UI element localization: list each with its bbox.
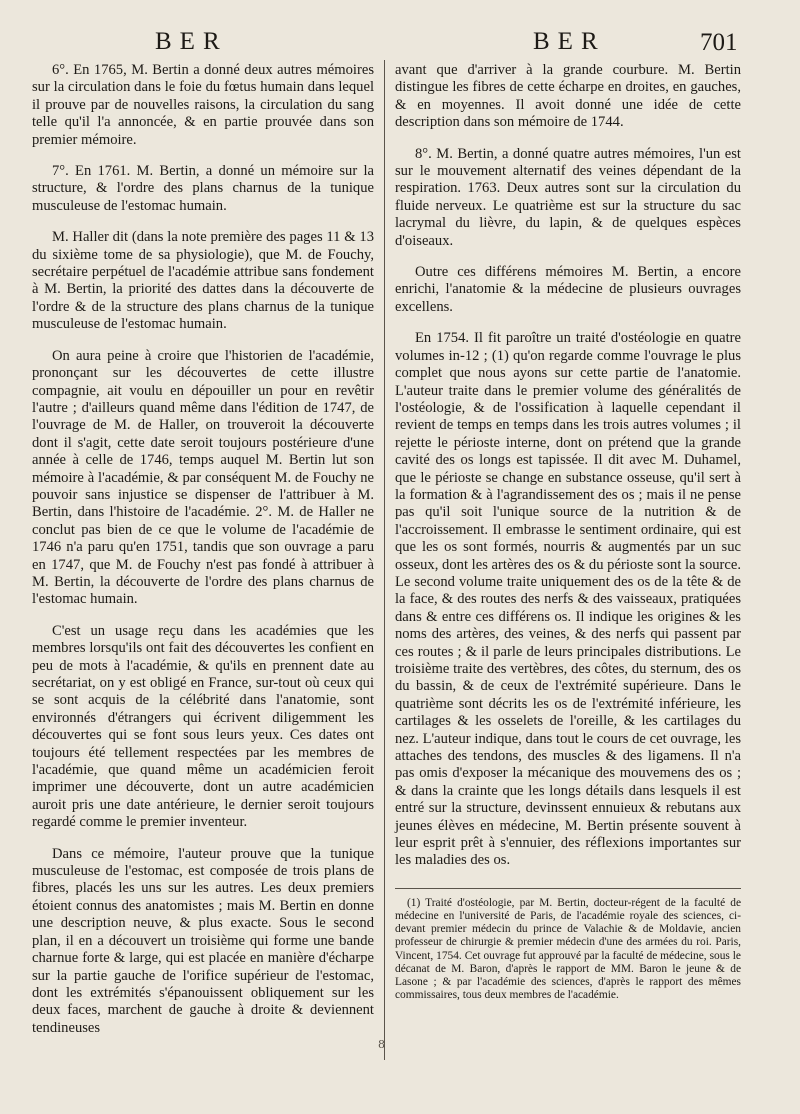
left-column (32, 62, 374, 1051)
paragraph: C'est un usage reçu dans les académies que les membres lorsqu'ils ont fait des découvertes les confient en peu de mots à l'académie, & qu'ils en prennent date au secrétariat, on y est obligé en France, sur-tout où ceux qui se sont acquis de la célébrité dans l'anatomie, sont environnés d'étrangers qui écrivent diligemment les découvertes qui se font sous leurs yeux. Ces dates ont toujours été tellement respectées par les membres de l'académie, que quand même un académicien feroit imprimer une découverte, dont un autre académicien auroit pris une date antérieure, le dernier seroit toujours regardé comme le premier inventeur. (32, 622, 374, 831)
running-header (0, 28, 800, 58)
margin-mark: 8 (378, 1038, 385, 1051)
footnote-text: (1) Traité d'ostéologie, par M. Bertin, docteur-régent de la faculté de médecine en l'université de Paris, de l'académie royale des sciences, ci-devant premier médecin du prince de Valachie & de Moldavie, ancien professeur de chirurgie & premier médecin d'une des armées du roi. Paris, Vincent, 1754. Cet ouvrage fut approuvé par la faculté de médecine, sous le décanat de M. Baron, d'après le rapport de MM. Baron le jeune & de Lasone ; & par l'académie des sciences, d'après le rapport des mêmes commissaires, tous deux membres de l'académie. (395, 896, 741, 1002)
footnote (395, 888, 741, 1003)
paragraph: M. Haller dit (dans la note première des pages 11 & 13 du sixième tome de sa physiologie), que M. de Fouchy, secrétaire perpétuel de l'académie attribue sans fondement à M. Bertin, la priorité des dattes dans la découverte de l'ordre & de la structure des plans charnus de la tunique musculeuse de l'estomac humain. (32, 229, 374, 333)
paragraph: En 1754. Il fit paroître un traité d'ostéologie en quatre volumes in-12 ; (1) qu'on regarde comme l'ouvrage le plus complet que nous ayons sur cette partie de l'anatomie. L'auteur traite dans le premier volume des généralités de l'ostéologie, & de l'ossification à laquelle cependant il revient de temps en temps dans les trois autres volumes ; il rejette le périoste interne, dont on prétend que la grande cavité des os longs est tapissée. Il dit avec M. Duhamel, que le périoste se change en substance osseuse, qu'il sert à la formation & à l'agrandissement des os ; mais il ne pense pas qu'il soit l'unique source de la nutrition & de l'accroissement. Il embrasse le sentiment ordinaire, qui est que les os sont formés, nourris & augmentés par un suc osseux, dont les artères des os & du périoste sont la source. Le second volume traite uniquement des os de la tête & de la face, & des routes des nerfs & des vaisseaux, pratiquées dans & entre ces différens os. Il indique les origines & les noms des artères, des veines, & des nerfs qui passent par ces routes ; & il parle de leurs principales distributions. Le troisième traite des vertèbres, des côtes, du sternum, des os du bassin, & de ceux de l'extrémité supérieure. Dans le quatrième sont décrits les os de l'extrémité inférieure, les cartilages & les osselets de l'oreille, & les cartilages du nez. L'auteur indique, dans tout le cours de cet ouvrage, les attaches des tendons, des muscles & des ligamens. Il n'a pas omis d'exposer la mécanique des mouvemens des os ; & dans la crainte que les longs détails dans lesquels il est entré sur la structure, devinssent ennuieux & rebutans aux jeunes élèves en médecine, M. Bertin présente souvent à leur esprit prêt à s'ennuier, des réflexions importantes sur les maladies des os. (395, 330, 741, 869)
paragraph: avant que d'arriver à la grande courbure. M. Bertin distingue les fibres de cette écharpe en droites, en gauches, & en moyennes. Il avoit donné une idée de cette description dans son mémoire de 1744. (395, 62, 741, 131)
paragraph: On aura peine à croire que l'historien de l'académie, prononçant sur les découvertes de cette illustre compagnie, ait voulu en dépouiller un pour en revêtir l'autre ; d'ailleurs quand même dans l'édition de 1747, de l'ouvrage de M. de Haller, on trouveroit la découverte dont il s'agit, cette date seroit toujours postérieure d'une année à celle de 1746, temps auquel M. Bertin lut son mémoire à l'académie, & par conséquent M. de Fouchy ne pouvoir sans injustice se dispenser de l'attribuer à M. Bertin, dans l'histoire de l'académie. 2°. M. de Haller ne conclut pas bien de ce que le volume de l'académie de 1746 n'a paru qu'en 1751, tandis que son ouvrage a paru en 1747, que M. de Fouchy n'est pas fondé à attribuer à M. Bertin, la découverte de l'ordre des plans charnus de l'estomac humain. (32, 347, 374, 608)
paragraph: 7°. En 1761. M. Bertin, a donné un mémoire sur la structure, & l'ordre des plans charnus de la tunique musculeuse de l'estomac humain. (32, 163, 374, 214)
page-number: 701 (700, 29, 738, 56)
column-divider (384, 60, 385, 1060)
paragraph: Dans ce mémoire, l'auteur prouve que la tunique musculeuse de l'estomac, est composée de trois plans de fibres, placés les uns sur les autres. Les deux premiers étoient connus des anatomistes ; mais M. Bertin en donne une description neuve, & plus exacte. Sous le second plan, il en a découvert un troisième qui forme une bande charnue forte & large, qui est placée en manière d'écharpe sur la partie gauche de l'orifice supérieur de l'estomac, dont les extrémités s'épanouissent obliquement sur les deux faces, marchent de gauche à droite & deviennent tendineuses (32, 845, 374, 1036)
paragraph: Outre ces différens mémoires M. Bertin, a encore enrichi, l'anatomie & la médecine de plusieurs ouvrages excellens. (395, 264, 741, 315)
header-left-word: BER (155, 28, 228, 55)
paragraph: 6°. En 1765, M. Bertin a donné deux autres mémoires sur la circulation dans le foie du fœtus humain dans lequel il prouve par de nouvelles raisons, la circulation du sang telle qu'il l'a annoncée, & en partie prouvée dans son premier mémoire. (32, 62, 374, 148)
paragraph: 8°. M. Bertin, a donné quatre autres mémoires, l'un est sur le mouvement alternatif des veines dépendant de la respiration. 1763. Deux autres sont sur la circulation du fluide nerveux. Le quatrième est sur la structure du sac lacrymal du lièvre, du lapin, & de quelques espèces d'oiseaux. (395, 145, 741, 249)
right-column (395, 62, 741, 1003)
header-right-word: BER (533, 28, 606, 55)
